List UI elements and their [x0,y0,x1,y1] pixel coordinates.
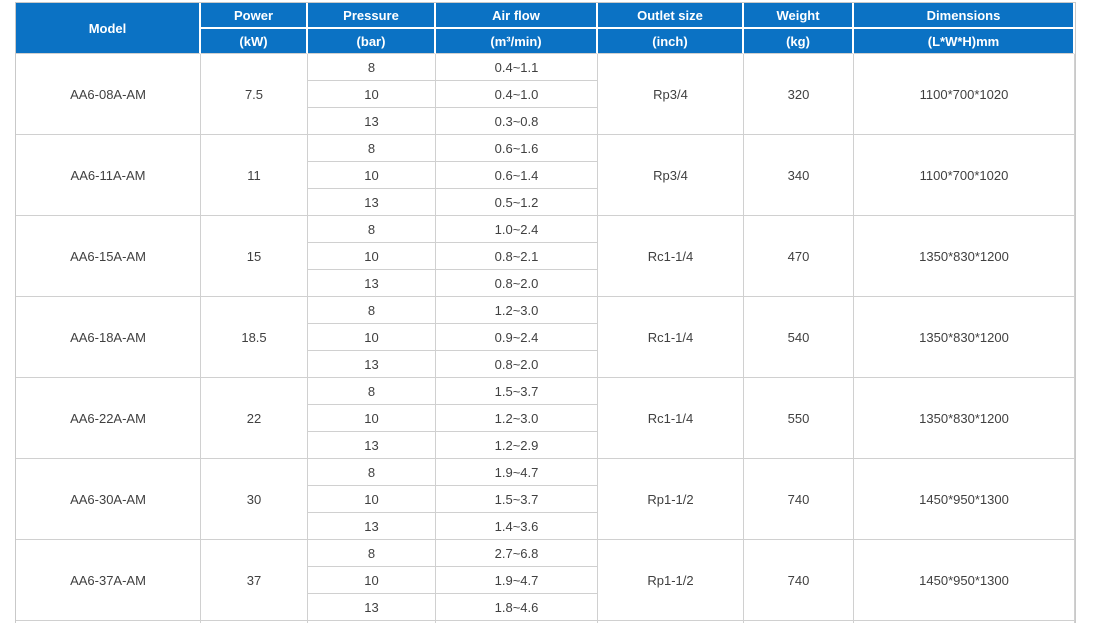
dimensions-cell: 1100*700*1020 [854,54,1075,135]
airflow-cell: 0.6~1.4 [436,162,598,189]
pressure-cell: 13 [308,594,436,621]
col-header-dimensions: Dimensions [854,3,1075,29]
table-row [16,216,1075,243]
airflow-cell: 0.8~2.0 [436,270,598,297]
power-cell: 18.5 [201,297,308,378]
airflow-cell: 1.4~3.6 [436,513,598,540]
col-header-outlet-size: Outlet size [598,3,744,29]
col-unit-pressure: (bar) [308,29,436,54]
outlet-size-cell: Rc1-1/4 [598,378,744,459]
airflow-cell: 0.3~0.8 [436,108,598,135]
power-cell: 11 [201,135,308,216]
airflow-cell: 0.8~2.1 [436,243,598,270]
pressure-cell: 8 [308,135,436,162]
table-header [16,3,1075,54]
dimensions-cell: 1100*700*1020 [854,135,1075,216]
airflow-cell: 0.8~2.0 [436,351,598,378]
dimensions-cell: 1350*830*1200 [854,297,1075,378]
power-cell: 7.5 [201,54,308,135]
pressure-cell: 13 [308,351,436,378]
header-title-row [16,3,1075,29]
spec-table [15,2,1076,623]
col-header-power: Power [201,3,308,29]
power-cell: 30 [201,459,308,540]
table-row [16,459,1075,486]
weight-cell: 740 [744,459,854,540]
table-row [16,378,1075,405]
weight-cell: 550 [744,378,854,459]
pressure-cell: 13 [308,189,436,216]
dimensions-cell: 1350*830*1200 [854,216,1075,297]
outlet-size-cell: Rc1-1/4 [598,216,744,297]
airflow-cell: 1.8~4.6 [436,594,598,621]
table-row [16,540,1075,567]
pressure-cell: 10 [308,567,436,594]
pressure-cell: 13 [308,432,436,459]
pressure-cell: 8 [308,459,436,486]
col-header-model: Model [16,3,201,54]
col-unit-dimensions: (L*W*H)mm [854,29,1075,54]
col-header-weight: Weight [744,3,854,29]
airflow-cell: 0.5~1.2 [436,189,598,216]
outlet-size-cell: Rp1-1/2 [598,540,744,621]
pressure-cell: 10 [308,486,436,513]
pressure-cell: 13 [308,513,436,540]
airflow-cell: 0.6~1.6 [436,135,598,162]
airflow-cell: 1.5~3.7 [436,378,598,405]
airflow-cell: 1.2~3.0 [436,405,598,432]
power-cell: 37 [201,540,308,621]
model-cell: AA6-22A-AM [16,378,201,459]
col-header-pressure: Pressure [308,3,436,29]
weight-cell: 540 [744,297,854,378]
pressure-cell: 10 [308,405,436,432]
airflow-cell: 2.7~6.8 [436,540,598,567]
col-unit-power: (kW) [201,29,308,54]
outlet-size-cell: Rp3/4 [598,135,744,216]
model-cell: AA6-11A-AM [16,135,201,216]
table-row [16,297,1075,324]
pressure-cell: 8 [308,378,436,405]
airflow-cell: 0.4~1.0 [436,81,598,108]
pressure-cell: 8 [308,216,436,243]
airflow-cell: 1.2~3.0 [436,297,598,324]
table-row [16,135,1075,162]
airflow-cell: 1.2~2.9 [436,432,598,459]
weight-cell: 470 [744,216,854,297]
airflow-cell: 1.5~3.7 [436,486,598,513]
outlet-size-cell: Rp3/4 [598,54,744,135]
airflow-cell: 1.9~4.7 [436,567,598,594]
pressure-cell: 13 [308,108,436,135]
pressure-cell: 10 [308,81,436,108]
col-unit-weight: (kg) [744,29,854,54]
pressure-cell: 10 [308,243,436,270]
weight-cell: 320 [744,54,854,135]
model-cell: AA6-15A-AM [16,216,201,297]
pressure-cell: 10 [308,324,436,351]
model-cell: AA6-30A-AM [16,459,201,540]
table-row [16,54,1075,81]
outlet-size-cell: Rc1-1/4 [598,297,744,378]
power-cell: 22 [201,378,308,459]
airflow-cell: 0.4~1.1 [436,54,598,81]
weight-cell: 740 [744,540,854,621]
model-cell: AA6-37A-AM [16,540,201,621]
pressure-cell: 10 [308,162,436,189]
col-unit-outlet-size: (inch) [598,29,744,54]
outlet-size-cell: Rp1-1/2 [598,459,744,540]
pressure-cell: 8 [308,54,436,81]
dimensions-cell: 1350*830*1200 [854,378,1075,459]
table-body [16,54,1075,623]
airflow-cell: 1.9~4.7 [436,459,598,486]
col-header-airflow: Air flow [436,3,598,29]
dimensions-cell: 1450*950*1300 [854,459,1075,540]
pressure-cell: 8 [308,297,436,324]
col-unit-airflow: (m³/min) [436,29,598,54]
pressure-cell: 8 [308,540,436,567]
model-cell: AA6-08A-AM [16,54,201,135]
dimensions-cell: 1450*950*1300 [854,540,1075,621]
model-cell: AA6-18A-AM [16,297,201,378]
power-cell: 15 [201,216,308,297]
airflow-cell: 1.0~2.4 [436,216,598,243]
airflow-cell: 0.9~2.4 [436,324,598,351]
weight-cell: 340 [744,135,854,216]
pressure-cell: 13 [308,270,436,297]
